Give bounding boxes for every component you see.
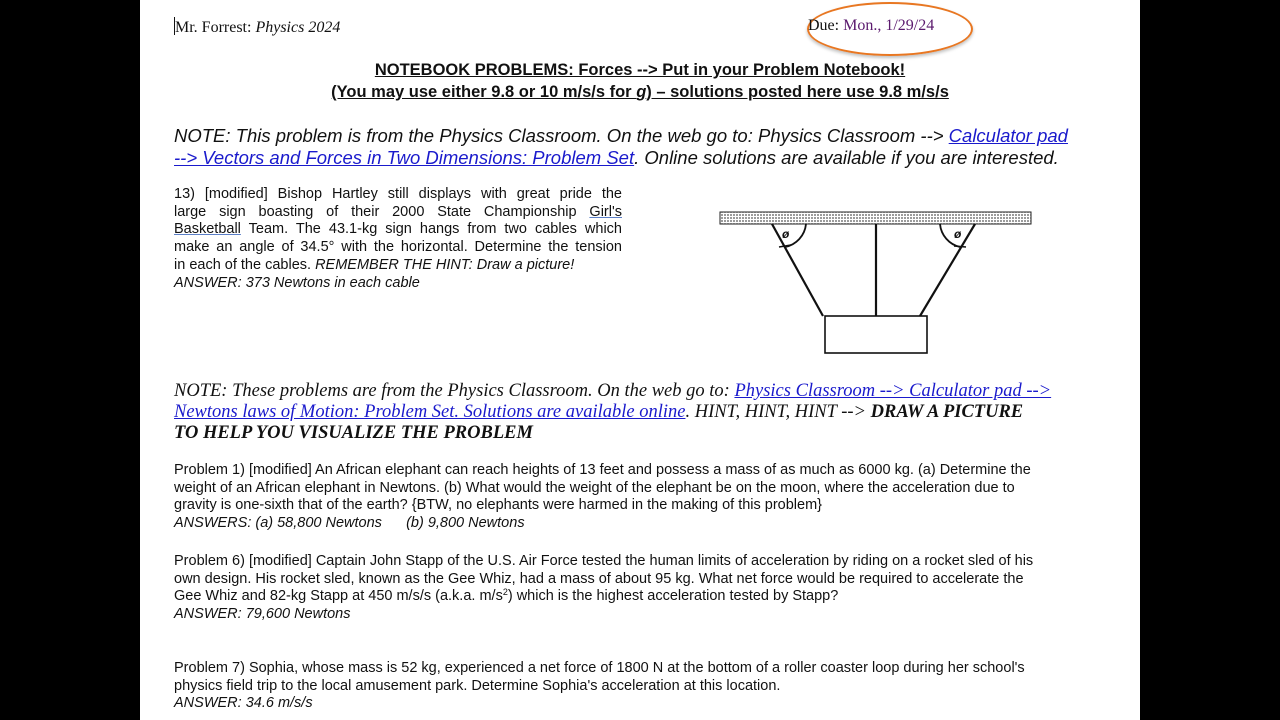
problem-6-line [174, 588, 1099, 606]
spellcheck-flag: Basketball [174, 221, 241, 238]
note2-line-3 [174, 423, 533, 444]
problem-7-line: physics field trip to the local amusement park. Determine Sophia's acceleration at this location. [174, 677, 781, 694]
physics-classroom-link[interactable]: Physics Classroom --> Calculator pad --> [734, 381, 1052, 401]
course-name: Physics 2024 [255, 19, 341, 36]
document-page [140, 0, 1140, 720]
spellcheck-flag: Girl's [589, 203, 622, 220]
problem-13-line [174, 257, 622, 275]
draw-picture-text: DRAW A PICTURE [870, 402, 1024, 422]
problem-6 [174, 553, 1099, 624]
problem-6-line: Problem 6) [modified] Captain John Stapp of the U.S. Air Force tested the human limits of acceleration by riding on a rocket sled of his [174, 553, 1034, 569]
problem-13-hint: REMEMBER THE HINT: Draw a picture! [315, 256, 575, 273]
ceiling-beam [720, 212, 1031, 224]
teacher-name: Mr. Forrest: [175, 19, 252, 36]
problem-1-answer: ANSWERS: (a) 58,800 Newtons (b) 9,800 Newtons [174, 515, 525, 532]
problem-7 [174, 660, 1099, 713]
title-g: g [636, 83, 647, 101]
due-date-value: Mon., 1/29/24 [843, 17, 935, 34]
hanging-sign-diagram [718, 208, 1034, 358]
note1-text-2: . Online solutions are available if you are interested. [634, 147, 1059, 168]
note1-text: NOTE: This problem is from the Physics Classroom. On the web go to: Physics Classroom --> [174, 125, 949, 146]
problem-6-text: Gee Whiz and 82-kg Stapp at 450 m/s/s (a.k.a. m/s [174, 588, 503, 605]
problem-13 [174, 186, 622, 292]
problem-13-line [174, 221, 622, 239]
due-date [808, 17, 934, 35]
note2-line-1 [174, 381, 1051, 402]
problem-13-line: make an angle of 34.5° with the horizontal. Determine the tension [174, 239, 622, 256]
problem-6-text: ) which is the highest acceleration tested by Stapp? [507, 588, 839, 605]
superscript: 2 [502, 587, 508, 598]
due-label: Due: [808, 17, 840, 34]
problem-7-line: Problem 7) Sophia, whose mass is 52 kg, experienced a net force of 1800 N at the bottom of a roller coaster loop during her school's [174, 660, 1025, 676]
problem-13-text: large sign boasting of their 2000 State Championship [174, 203, 590, 220]
problem-13-line [174, 204, 622, 222]
problem-1 [174, 462, 1099, 533]
problem-6-answer: ANSWER: 79,600 Newtons [174, 606, 351, 623]
note2-hint: . HINT, HINT, HINT --> [685, 402, 871, 422]
vectors-forces-link[interactable]: --> Vectors and Forces in Two Dimensions: Problem Set [174, 147, 635, 168]
problem-13-text: Team. The 43.1-kg sign hangs from two cables which [248, 221, 622, 238]
left-angle-label: ø [782, 227, 790, 241]
note1-line-2 [174, 147, 1059, 169]
left-cable [772, 224, 823, 316]
visualize-text: TO HELP YOU VISUALIZE THE PROBLEM [174, 423, 533, 443]
title-line-2-b: ) – solutions posted here use 9.8 m/s/s [646, 83, 949, 101]
title-line-2-a: (You may use either 9.8 or 10 m/s/s for [331, 83, 637, 101]
problem-13-answer: ANSWER: 373 Newtons in each cable [174, 274, 420, 291]
problem-1-line: weight of an African elephant in Newtons. (b) What would the weight of the elephant be on the moon, where the acceleration due to [174, 479, 1015, 496]
note2-text: NOTE: These problems are from the Physics Classroom. On the web go to: [174, 381, 735, 401]
header-teacher-course [174, 17, 340, 37]
problem-1-line: Problem 1) [modified] An African elephant can reach heights of 13 feet and possess a mass of as much as 6000 kg. (a) Determine the [174, 462, 1031, 478]
right-angle-label: ø [954, 227, 962, 241]
note2-line-2 [174, 402, 1023, 423]
note1-line-1 [174, 125, 1068, 147]
title-line-2 [140, 83, 1140, 102]
problem-6-line: own design. His rocket sled, known as the Gee Whiz, had a mass of about 95 kg. What net force would be required to accelerate the [174, 570, 1024, 587]
sign-box [825, 316, 927, 353]
title-line-1: NOTEBOOK PROBLEMS: Forces --> Put in your Problem Notebook! [374, 61, 906, 79]
newtons-laws-link[interactable]: Newtons laws of Motion: Problem Set. Solutions are available online [174, 402, 686, 422]
calculator-pad-link[interactable]: Calculator pad [948, 125, 1068, 146]
problem-13-text: in each of the cables. [174, 256, 316, 273]
right-cable [920, 224, 975, 316]
problem-13-line: 13) [modified] Bishop Hartley still displays with great pride the [174, 186, 622, 202]
problem-1-line: gravity is one-sixth that of the earth? {BTW, no elephants were harmed in the making of this problem} [174, 497, 823, 514]
problem-7-answer: ANSWER: 34.6 m/s/s [174, 695, 313, 712]
